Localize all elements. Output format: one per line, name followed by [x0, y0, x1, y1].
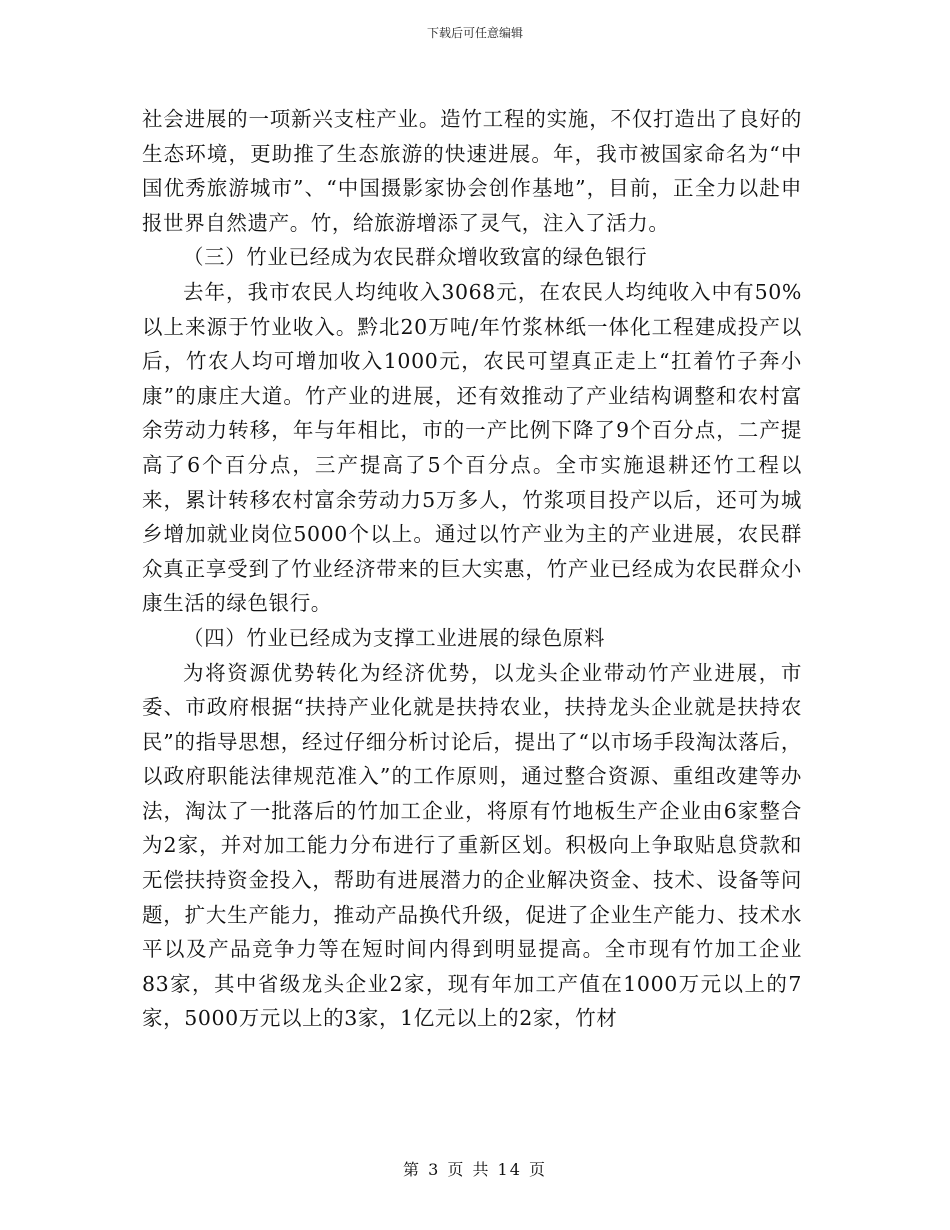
section-heading-4: （四）竹业已经成为支撑工业进展的绿色原料	[183, 625, 605, 650]
document-body	[142, 102, 802, 1036]
section-heading-3: （三）竹业已经成为农民群众增收致富的绿色银行	[183, 245, 648, 270]
paragraph-industry-materials: 为将资源优势转化为经济优势，以龙头企业带动竹产业进展，市委、市政府根据“扶持产业化就是扶持农业，扶持龙头企业就是扶持农民”的指导思想，经过仔细分析讨论后，提出了“以市场手段淘汰落后，以政府职能法律规范准入”的工作原则，通过整合资源、重组改建等办法，淘汰了一批落后的竹加工企业，将原有竹地板生产企业由6家整合为2家，并对加工能力分布进行了重新区划。积极向上争取贴息贷款和无偿扶持资金投入，帮助有进展潜力的企业解决资金、技术、设备等问题，扩大生产能力，推动产品换代升级，促进了企业生产能力、技术水平以及产品竞争力等在短时间内得到明显提高。全市现有竹加工企业83家，其中省级龙头企业2家，现有年加工产值在1000万元以上的7家，5000万元以上的3家，1亿元以上的2家，竹材	[142, 660, 802, 1031]
page-footer-pagination: 第 3 页 共 14 页	[403, 1160, 547, 1179]
paragraph-farmer-income: 去年，我市农民人均纯收入3068元，在农民人均纯收入中有50%以上来源于竹业收入。黔北20万吨/年竹浆林纸一体化工程建成投产以后，竹农人均可增加收入1000元，农民可望真正走上“扛着竹子奔小康”的康庄大道。竹产业的进展，还有效推动了产业结构调整和农村富余劳动力转移，年与年相比，市的一产比例下降了9个百分点，二产提高了6个百分点，三产提高了5个百分点。全市实施退耕还竹工程以来，累计转移农村富余劳动力5万多人，竹浆项目投产以后，还可为城乡增加就业岗位5000个以上。通过以竹产业为主的产业进展，农民群众真正享受到了竹业经济带来的巨大实惠，竹产业已经成为农民群众小康生活的绿色银行。	[142, 279, 802, 616]
page-header-note: 下载后可任意编辑	[426, 26, 523, 40]
paragraph-eco-tourism: 社会进展的一项新兴支柱产业。造竹工程的实施，不仅打造出了良好的生态环境，更助推了生态旅游的快速进展。年，我市被国家命名为“中国优秀旅游城市”、“中国摄影家协会创作基地”，目前，正全力以赴申报世界自然遗产。竹，给旅游增添了灵气，注入了活力。	[142, 107, 802, 235]
